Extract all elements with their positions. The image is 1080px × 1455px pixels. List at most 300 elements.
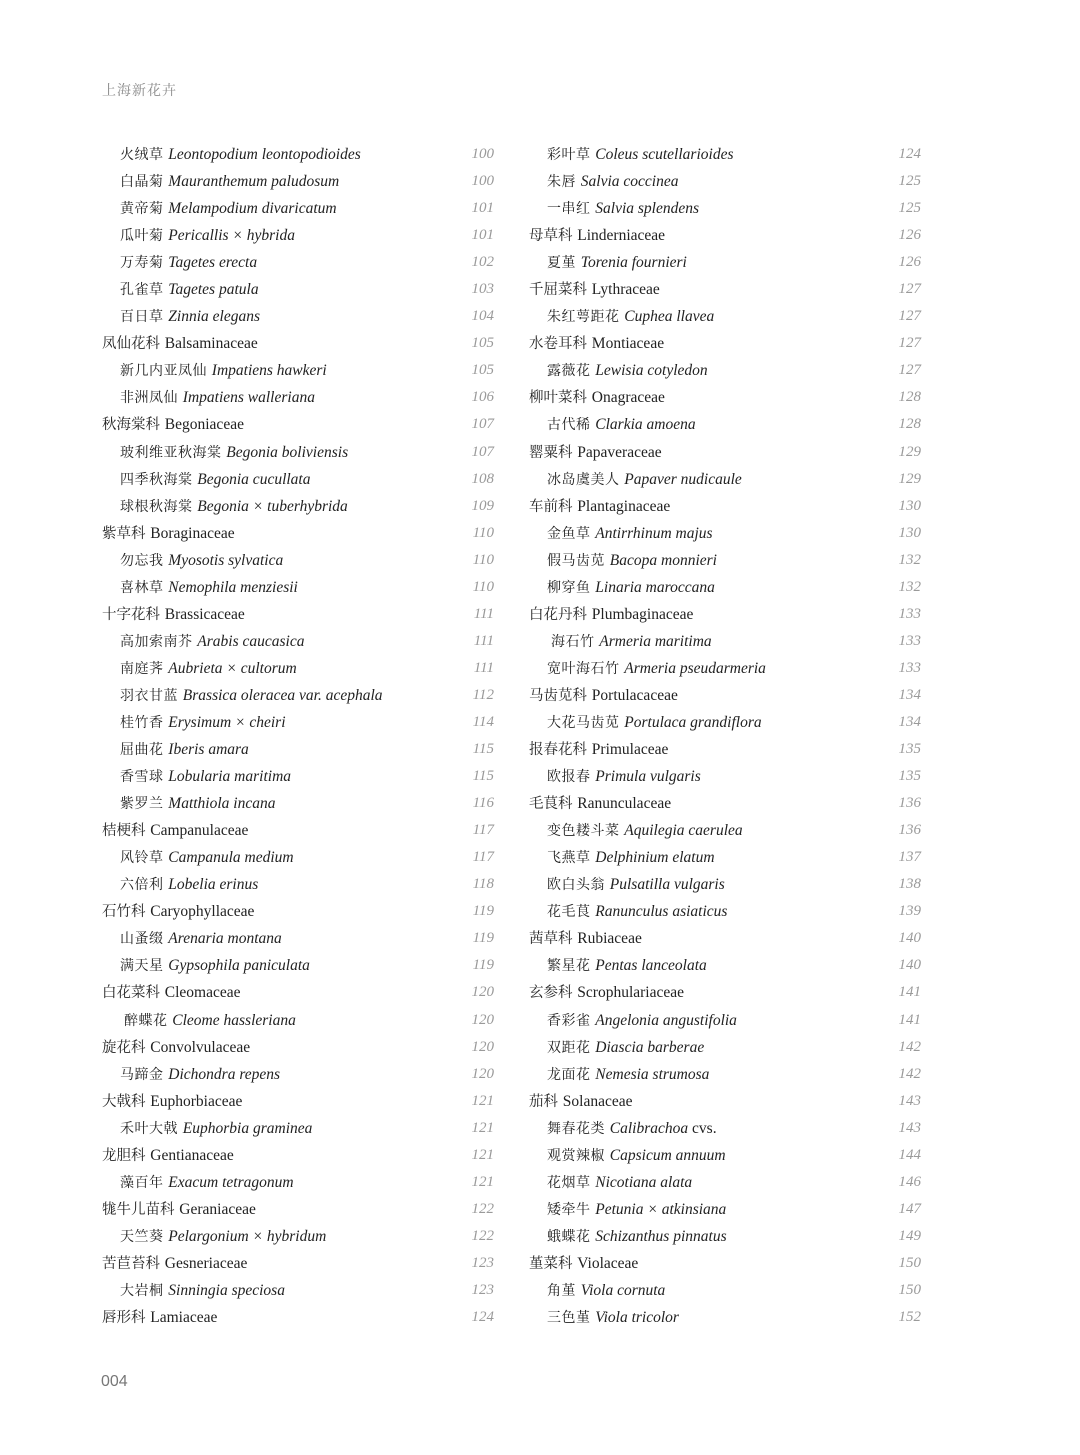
page-ref: 141 [898,984,921,1001]
latin-name [168,876,258,893]
latin-name [168,227,295,244]
toc-family-entry [529,493,921,520]
page-ref: 126 [898,227,921,244]
page-ref: 144 [898,1146,921,1163]
page-ref: 129 [898,443,921,460]
latin-name [595,1309,679,1326]
latin-name [595,416,695,433]
toc-species-entry [102,574,494,601]
latin-name-text: Plantaginaceae [577,497,671,515]
latin-name-text: Tagetes erecta [168,254,258,272]
chinese-name: 喜林草 [120,579,164,596]
latin-name-text: Portulacaceae [591,686,678,704]
page-ref: 101 [471,227,494,244]
latin-name-text: Cleome hassleriana [172,1011,296,1029]
page-ref: 117 [472,822,494,839]
chinese-name: 万寿菊 [120,255,164,272]
latin-name [595,200,699,217]
chinese-name: 假马齿苋 [547,552,605,569]
toc-species-entry [102,952,494,979]
page-ref: 111 [473,632,494,649]
chinese-name: 玄参科 [529,985,573,1002]
latin-name-text: Lamiaceae [150,1309,218,1327]
page-ref: 126 [898,254,921,271]
page-ref: 109 [471,497,494,514]
latin-name [592,281,660,298]
toc-species-entry [102,790,494,817]
latin-name [595,849,714,866]
toc-family-entry [529,439,921,466]
latin-name [595,768,701,785]
latin-name-text: Dichondra repens [168,1065,281,1083]
chinese-name: 水卷耳科 [529,336,587,353]
latin-name [595,1201,726,1218]
page-ref: 112 [472,686,494,703]
latin-name [595,1066,709,1083]
toc-species-entry [529,1034,921,1061]
chinese-name: 罂粟科 [529,444,573,461]
chinese-name: 观赏辣椒 [547,1147,605,1164]
latin-name [168,957,310,974]
latin-name [150,525,234,542]
latin-name-text: Armeria pseudarmeria [624,659,766,677]
chinese-name: 四季秋海棠 [120,471,193,488]
latin-name-text: Cleomaceae [164,984,241,1002]
toc-species-entry [529,898,921,925]
chinese-name: 欧报春 [547,769,591,786]
latin-name [577,498,670,515]
chinese-name: 六倍利 [120,877,164,894]
page-ref: 120 [471,1065,494,1082]
toc-family-entry [102,1304,494,1331]
chinese-name: 紫罗兰 [120,796,164,813]
toc-species-entry [529,1115,921,1142]
page-ref: 152 [898,1309,921,1326]
toc-family-entry [102,1034,494,1061]
chinese-name: 欧白头翁 [547,877,605,894]
chinese-name: 白花菜科 [102,985,160,1002]
latin-name-text: Papaveraceae [577,443,662,461]
toc-species-entry [529,763,921,790]
latin-name-text: Papaver nudicaule [624,470,742,488]
chinese-name: 白花丹科 [529,606,587,623]
toc-family-entry [529,384,921,411]
chinese-name: 高加索南芥 [120,633,193,650]
toc-species-entry [102,1169,494,1196]
chinese-name: 勿忘我 [120,552,164,569]
latin-name [592,687,678,704]
toc-species-entry [529,709,921,736]
page-ref: 105 [471,335,494,352]
latin-name-text: Matthiola incana [168,795,276,813]
latin-name-text: Impatiens hawkeri [211,362,327,380]
chinese-name: 茜草科 [529,931,573,948]
latin-name-text: Iberis amara [168,741,249,759]
chinese-name: 夏堇 [547,255,576,272]
page-ref: 119 [472,903,494,920]
chinese-name: 露薇花 [547,363,591,380]
toc-species-entry [102,303,494,330]
page-ref: 128 [898,416,921,433]
page-ref: 106 [471,389,494,406]
chinese-name: 火绒草 [120,147,164,163]
latin-name-text: Begonia × tuberhybrida [197,497,348,515]
latin-name [197,498,348,515]
toc-family-entry [529,1250,921,1277]
latin-name [168,146,360,163]
toc-family-entry [102,601,494,628]
toc-species-entry [529,141,921,168]
latin-name-text: Lobelia erinus [168,876,259,894]
latin-name [150,822,248,839]
page-ref: 117 [472,849,494,866]
latin-name [150,1039,250,1056]
toc-family-entry [529,790,921,817]
toc-family-entry [102,898,494,925]
toc-species-entry [102,1223,494,1250]
latin-name [150,1309,217,1326]
page-ref: 110 [472,551,494,568]
latin-name [168,173,339,190]
page-ref: 140 [898,930,921,947]
toc-species-entry [529,303,921,330]
toc-family-entry [529,1088,921,1115]
page-ref: 150 [898,1254,921,1271]
chinese-name: 十字花科 [102,606,160,623]
page-ref: 136 [898,822,921,839]
chinese-name: 香雪球 [120,769,164,786]
chinese-name: 香彩雀 [547,1012,591,1029]
chinese-name: 繁星花 [547,958,591,975]
chinese-name: 风铃草 [120,850,164,867]
toc-species-entry [102,357,494,384]
latin-name-text: Balsaminaceae [164,335,258,353]
latin-name-text: Plumbaginaceae [591,605,694,623]
latin-name-text: Arenaria montana [168,930,282,948]
chinese-name: 金鱼草 [547,525,591,542]
page-ref: 125 [898,200,921,217]
latin-name [183,389,315,406]
page-ref: 116 [472,795,494,812]
toc-family-entry [102,411,494,438]
page-ref: 121 [471,1173,494,1190]
latin-name-text: Portulaca grandiflora [624,713,762,731]
latin-name-text: Salvia splendens [595,200,700,218]
page-ref: 115 [472,741,494,758]
latin-name-text: Euphorbiaceae [150,1092,243,1110]
chinese-name: 紫草科 [102,525,146,542]
page-ref: 107 [471,416,494,433]
latin-name [150,903,254,920]
latin-name [581,254,687,271]
toc-column-left [102,141,494,1331]
page-ref: 136 [898,795,921,812]
latin-name [165,335,258,352]
chinese-name: 牻牛儿苗科 [102,1201,175,1218]
toc-family-entry [102,520,494,547]
chinese-name: 朱红萼距花 [547,309,620,326]
chinese-name: 瓜叶菊 [120,228,164,245]
latin-name-text: Petunia × atkinsiana [595,1200,727,1218]
page-ref: 108 [471,470,494,487]
latin-name [165,416,244,433]
page-ref: 146 [898,1173,921,1190]
toc-species-entry [529,574,921,601]
chinese-name: 旋花科 [102,1039,146,1056]
chinese-name: 天竺葵 [120,1228,164,1245]
page-ref: 142 [898,1065,921,1082]
page-ref: 133 [898,659,921,676]
latin-name-text: Salvia coccinea [580,173,679,191]
latin-name-text: Violaceae [577,1254,639,1272]
toc-species-entry [529,249,921,276]
latin-name [592,389,665,406]
latin-name-text: Convolvulaceae [150,1038,251,1056]
chinese-name: 秋海棠科 [102,417,160,434]
latin-name-text: Delphinium elatum [595,849,715,867]
page-ref: 100 [471,146,494,162]
toc-family-entry [102,1088,494,1115]
latin-name [168,741,249,758]
page-ref: 120 [471,1038,494,1055]
page-ref: 143 [898,1092,921,1109]
page-ref: 134 [898,686,921,703]
page-ref: 130 [898,497,921,514]
latin-name-text: Pelargonium × hybridum [168,1227,327,1245]
chinese-name: 海石竹 [551,633,595,650]
chinese-name: 羽衣甘蓝 [120,687,178,704]
chinese-name: 玻利维亚秋海棠 [120,444,222,461]
latin-name [150,1093,242,1110]
latin-name [168,930,282,947]
toc-species-entry [102,709,494,736]
latin-name-text: Linderniaceae [577,227,666,245]
latin-name [610,1147,726,1164]
latin-name [610,1120,717,1137]
latin-name [168,714,285,731]
chinese-name: 非洲凤仙 [120,390,178,407]
latin-name-text: Nicotiana alata [595,1173,693,1191]
latin-name [168,1228,326,1245]
latin-name-text: Viola cornuta [580,1281,666,1299]
chinese-name: 角堇 [547,1282,576,1299]
toc-species-entry [529,871,921,898]
latin-name-text: Pericallis × hybrida [168,227,295,245]
latin-name-text: Coleus scutellarioides [595,146,734,163]
page-ref: 103 [471,281,494,298]
latin-name [592,606,694,623]
toc-species-entry [529,547,921,574]
toc-family-entry [529,601,921,628]
chinese-name: 朱唇 [547,174,576,191]
toc-species-entry [102,1007,494,1034]
chinese-name: 车前科 [529,498,573,515]
toc-species-entry [102,222,494,249]
page-ref: 129 [898,470,921,487]
latin-name [624,308,714,325]
page-ref: 110 [472,524,494,541]
latin-name [595,1012,737,1029]
latin-name-text: Montiaceae [591,335,665,353]
latin-name [183,687,383,704]
toc-species-entry [102,1115,494,1142]
latin-name-text: Cuphea llavea [624,308,715,326]
latin-name [226,444,348,461]
latin-name-text: Tagetes patula [168,281,259,299]
latin-name-text: Impatiens walleriana [182,389,315,407]
page-ref: 118 [472,876,494,893]
page-ref: 132 [898,578,921,595]
toc-species-entry [102,871,494,898]
page-ref: 114 [472,713,494,730]
latin-name-text: Sinningia speciosa [168,1281,285,1299]
latin-name [595,579,715,596]
chinese-name: 白晶菊 [120,174,164,191]
chinese-name: 禾叶大戟 [120,1120,178,1137]
latin-name-text: Nemophila menziesii [168,578,298,596]
toc-family-entry [529,222,921,249]
toc-species-entry [102,655,494,682]
page-ref: 128 [898,389,921,406]
toc-family-entry [102,1250,494,1277]
toc-species-entry [102,466,494,493]
latin-name [212,362,327,379]
chinese-name: 黄帝菊 [120,201,164,218]
page-ref: 124 [471,1309,494,1326]
latin-name [595,525,712,542]
latin-name-text: Boraginaceae [150,524,235,542]
latin-name-text: Gentianaceae [150,1146,234,1164]
toc-family-entry [529,925,921,952]
page-ref: 102 [471,254,494,271]
latin-name [168,1282,285,1299]
latin-name [624,822,742,839]
toc-column-right [529,141,921,1331]
page-ref: 149 [898,1227,921,1244]
latin-name [610,552,717,569]
latin-name [577,444,661,461]
chinese-name: 大花马齿苋 [547,714,620,731]
chinese-name: 桔梗科 [102,823,146,840]
latin-name [624,660,766,677]
toc-family-entry [102,817,494,844]
latin-name-text: Begoniaceae [164,416,244,434]
toc-species-entry [529,844,921,871]
latin-name [581,173,679,190]
page-ref: 132 [898,551,921,568]
toc-family-entry [102,1142,494,1169]
latin-name [581,1282,666,1299]
latin-name [168,200,336,217]
chinese-name: 柳叶菜科 [529,390,587,407]
latin-name-text: Pentas lanceolata [595,957,707,975]
toc-species-entry [529,1007,921,1034]
latin-name [172,1012,296,1029]
latin-name-text: Calibrachoa [609,1119,689,1137]
toc-species-entry [102,844,494,871]
chinese-name: 新几内亚凤仙 [120,363,207,380]
chinese-name: 宽叶海石竹 [547,660,620,677]
page-ref: 105 [471,362,494,379]
latin-name-text: Ranunculaceae [577,795,672,813]
chinese-name: 满天星 [120,958,164,975]
page-ref: 100 [471,173,494,190]
page-ref: 124 [898,146,921,162]
chinese-name: 大戟科 [102,1093,146,1110]
latin-name-text: Armeria maritima [599,632,712,650]
latin-name [168,552,283,569]
chinese-name: 大岩桐 [120,1282,164,1299]
latin-name [592,335,664,352]
latin-name [595,1174,692,1191]
latin-name-text: Primula vulgaris [595,768,701,786]
toc-species-entry [529,628,921,655]
latin-name [595,1228,726,1245]
latin-name-text: Clarkia amoena [595,416,696,434]
toc-species-entry [529,520,921,547]
page-ref: 119 [472,930,494,947]
latin-name-text: Myosotis sylvatica [168,551,284,569]
toc-species-entry [102,384,494,411]
page-ref: 135 [898,741,921,758]
chinese-name: 马蹄金 [120,1066,164,1083]
latin-name-text: Aubrieta × cultorum [168,659,297,677]
latin-name [168,849,293,866]
chinese-name: 母草科 [529,228,573,245]
page-number: 004 [101,1373,128,1390]
latin-name-text: Rubiaceae [577,930,642,948]
chinese-name: 百日草 [120,309,164,326]
page-ref: 135 [898,768,921,785]
page-ref: 133 [898,605,921,622]
page-ref: 120 [471,1011,494,1028]
latin-name-text: Begonia cucullata [197,470,311,488]
chinese-name: 苦苣苔科 [102,1255,160,1272]
latin-name [577,930,642,947]
latin-name-text: Lewisia cotyledon [595,362,708,380]
latin-name-text: Euphorbia graminea [182,1119,313,1137]
toc-family-entry [529,682,921,709]
latin-name [592,741,669,758]
latin-name [168,795,275,812]
page-ref: 139 [898,903,921,920]
page-ref: 140 [898,957,921,974]
page-ref: 141 [898,1011,921,1028]
toc-species-entry [102,141,494,168]
chinese-name: 马齿苋科 [529,687,587,704]
toc-species-entry [529,1142,921,1169]
chinese-name: 堇菜科 [529,1255,573,1272]
latin-name [168,308,260,325]
toc-species-entry [529,1196,921,1223]
latin-name-text: Primulaceae [591,741,669,759]
latin-name [577,795,671,812]
latin-name [577,984,684,1001]
toc-species-entry [102,493,494,520]
chinese-name: 冰岛虞美人 [547,471,620,488]
latin-name [165,984,241,1001]
chinese-name: 花烟草 [547,1174,591,1191]
chinese-name: 舞春花类 [547,1120,605,1137]
latin-name [595,146,733,163]
latin-name-text: Mauranthemum paludosum [168,173,340,191]
latin-name-text: Lobularia maritima [168,768,292,786]
toc-species-entry [529,1304,921,1331]
toc-species-entry [102,1277,494,1304]
latin-name-suffix: cvs. [688,1119,717,1137]
latin-name [165,606,245,623]
latin-name [165,1255,248,1272]
